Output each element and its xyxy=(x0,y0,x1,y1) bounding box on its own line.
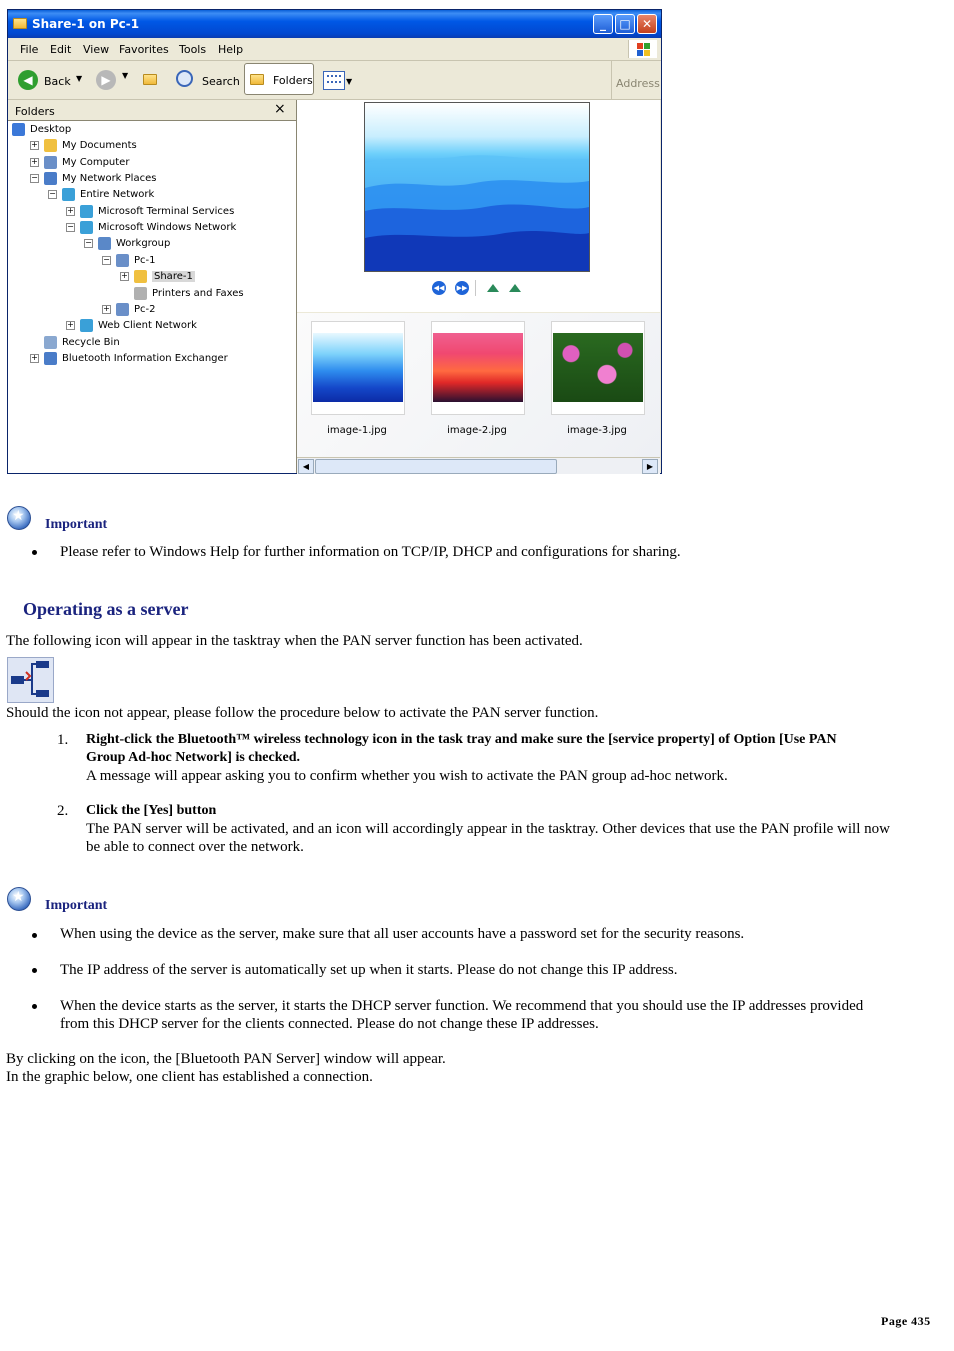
important-note-icon xyxy=(7,506,31,530)
folders-label: Folders xyxy=(273,74,313,87)
step-1-title: Right-click the Bluetooth™ wireless technology icon in the task tray and make sure the [service property] of Option [Use PAN xyxy=(86,732,837,747)
bullet-icon xyxy=(32,968,37,973)
tree-item-label: Share-1 xyxy=(154,271,193,283)
tree-item-label: Bluetooth Information Exchanger xyxy=(62,352,228,364)
important-label: Important xyxy=(45,898,108,913)
tree-item[interactable] xyxy=(8,236,296,252)
section-heading: Operating as a server xyxy=(23,599,189,619)
bullet-icon xyxy=(32,550,37,555)
bullet-icon xyxy=(32,1004,37,1009)
folder-icon xyxy=(44,139,57,152)
important-item-continued: from this DHCP server for the clients connected. Please do not change these IP addresses. xyxy=(60,1016,599,1032)
folders-pane-header xyxy=(8,100,296,121)
expand-icon[interactable]: + xyxy=(31,140,38,150)
step-2-description-continued: be able to connect over the network. xyxy=(86,839,304,855)
expand-icon[interactable]: + xyxy=(67,205,74,215)
tree-item-label: Microsoft Windows Network xyxy=(98,222,237,234)
scroll-right-icon[interactable]: ▶ xyxy=(642,459,658,474)
next-image-button[interactable]: ▶▶ xyxy=(455,281,469,295)
tree-item-label: Recycle Bin xyxy=(62,336,120,348)
tree-item-label: Printers and Faxes xyxy=(152,287,244,299)
views-button[interactable] xyxy=(323,71,345,90)
thumbnail-image-3[interactable] xyxy=(551,321,645,415)
toolbar xyxy=(8,61,661,100)
up-folder-button[interactable] xyxy=(143,74,157,85)
minimize-button[interactable]: _ xyxy=(593,14,613,34)
tree-item-label: Pc-2 xyxy=(134,303,156,315)
tree-item-label: Workgroup xyxy=(116,238,171,250)
step-number: 2. xyxy=(57,803,69,819)
tree-item-label: Microsoft Terminal Services xyxy=(98,205,235,217)
menu-tools[interactable]: Tools xyxy=(179,43,207,56)
tree-item[interactable] xyxy=(8,286,296,302)
computer-icon xyxy=(44,156,57,169)
explorer-window-screenshot xyxy=(7,9,662,474)
recycle-bin-icon xyxy=(44,336,57,349)
important-item: When the device starts as the server, it starts the DHCP server function. We recommend that you should use the IP addresses provided xyxy=(60,998,864,1014)
menu-file[interactable]: File xyxy=(20,43,39,56)
search-label: Search xyxy=(202,75,240,88)
closing-paragraph-continued: In the graphic below, one client has established a connection. xyxy=(6,1069,373,1085)
tree-item[interactable] xyxy=(8,155,296,171)
back-arrow-icon: ◀ xyxy=(18,70,38,90)
dropdown-arrow-icon[interactable]: ▼ xyxy=(122,71,129,80)
globe-icon xyxy=(80,319,93,332)
bullet-icon xyxy=(32,933,37,938)
tree-item-label: Entire Network xyxy=(80,189,155,201)
chevron-down-icon: ▼ xyxy=(76,74,83,83)
menu-view[interactable]: View xyxy=(83,43,110,56)
thumbnail-caption: image-1.jpg xyxy=(327,425,387,436)
tree-item[interactable] xyxy=(8,302,296,318)
page-number: Page 435 xyxy=(881,1314,931,1328)
tree-item[interactable] xyxy=(8,122,296,138)
views-icon xyxy=(327,75,341,79)
windows-logo-icon xyxy=(628,40,657,58)
computer-icon xyxy=(116,254,129,267)
collapse-icon[interactable]: − xyxy=(49,189,56,199)
step-1-title-continued: Group Ad-hoc Network] is checked. xyxy=(86,750,301,765)
maximize-button[interactable]: □ xyxy=(615,14,635,34)
bluetooth-icon xyxy=(44,352,57,365)
menu-favorites[interactable]: Favorites xyxy=(119,43,169,56)
tree-item-label: Web Client Network xyxy=(98,320,197,332)
address-label: Address xyxy=(616,77,660,90)
tree-item[interactable] xyxy=(8,351,296,367)
globe-icon xyxy=(80,205,93,218)
step-2-description: The PAN server will be activated, and an icon will accordingly appear in the tasktray. Other devices that use the PAN profile will now xyxy=(86,821,890,837)
thumbnail-caption: image-3.jpg xyxy=(567,425,627,436)
scroll-left-icon[interactable]: ◀ xyxy=(298,459,314,474)
globe-icon xyxy=(80,221,93,234)
important-item: The IP address of the server is automatically set up when it starts. Please do not change this IP address. xyxy=(60,962,678,978)
horizontal-scrollbar[interactable] xyxy=(297,457,660,474)
expand-icon[interactable]: + xyxy=(31,156,38,166)
close-button[interactable]: ✕ xyxy=(637,14,657,34)
tree-item-label: Desktop xyxy=(30,124,72,135)
rotate-counterclockwise-icon[interactable] xyxy=(509,284,521,292)
back-label: Back xyxy=(44,75,71,88)
tree-item[interactable] xyxy=(8,269,296,285)
folders-icon xyxy=(250,74,264,85)
title-bar xyxy=(8,10,661,38)
important-item: Please refer to Windows Help for further information on TCP/IP, DHCP and configurations for sharing. xyxy=(60,544,681,560)
expand-icon[interactable]: + xyxy=(31,352,38,362)
workgroup-icon xyxy=(98,237,111,250)
rotate-clockwise-icon[interactable] xyxy=(487,284,499,292)
instructions-paragraph: Should the icon not appear, please follow the procedure below to activate the PAN server function. xyxy=(6,705,599,721)
tree-item-label: My Documents xyxy=(62,140,137,152)
thumbnail-image-2[interactable] xyxy=(431,321,525,415)
folder-icon xyxy=(13,18,27,29)
folder-tree xyxy=(8,122,296,472)
previous-image-button[interactable]: ◀◀ xyxy=(432,281,446,295)
important-item: When using the device as the server, make sure that all user accounts have a password set for the security reasons. xyxy=(60,926,745,942)
folders-pane-title: Folders xyxy=(15,105,55,118)
step-1-description: A message will appear asking you to confirm whether you wish to activate the PAN group ad-hoc network. xyxy=(86,768,728,784)
tree-item-label: My Network Places xyxy=(62,173,157,185)
computer-icon xyxy=(116,303,129,316)
pan-server-tasktray-icon xyxy=(7,657,54,703)
thumbnail-strip xyxy=(297,313,660,457)
menu-edit[interactable]: Edit xyxy=(50,43,72,56)
printer-icon xyxy=(134,287,147,300)
forward-button[interactable]: ▶ xyxy=(96,70,116,90)
menu-help[interactable]: Help xyxy=(218,43,244,56)
tree-item[interactable] xyxy=(8,138,296,154)
views-dropdown-icon[interactable]: ▼ xyxy=(346,77,353,86)
step-number: 1. xyxy=(57,732,69,748)
tree-item-label: My Computer xyxy=(62,156,130,168)
tree-item[interactable] xyxy=(8,220,296,236)
tree-item[interactable] xyxy=(8,204,296,220)
step-2-title: Click the [Yes] button xyxy=(86,803,217,818)
important-note-icon xyxy=(7,887,31,911)
folders-pane xyxy=(8,100,297,473)
shared-folder-icon xyxy=(134,270,147,283)
globe-icon xyxy=(62,188,75,201)
tree-item[interactable] xyxy=(8,318,296,334)
folders-button[interactable] xyxy=(244,63,314,95)
important-label: Important xyxy=(45,517,108,532)
thumbnail-caption: image-2.jpg xyxy=(447,425,507,436)
tree-item-label: Pc-1 xyxy=(134,254,156,266)
tree-item[interactable] xyxy=(8,335,296,351)
intro-paragraph: The following icon will appear in the tasktray when the PAN server function has been activated. xyxy=(6,633,583,649)
tree-item[interactable] xyxy=(8,187,296,203)
collapse-icon[interactable]: − xyxy=(85,238,92,248)
closing-paragraph: By clicking on the icon, the [Bluetooth PAN Server] window will appear. xyxy=(6,1051,446,1067)
tree-item[interactable] xyxy=(8,171,296,187)
expand-icon[interactable]: + xyxy=(67,320,74,330)
network-places-icon xyxy=(44,172,57,185)
tree-item[interactable] xyxy=(8,253,296,269)
collapse-icon[interactable]: − xyxy=(31,173,38,183)
preview-image xyxy=(364,102,590,272)
menu-bar xyxy=(8,38,661,61)
expand-icon[interactable]: + xyxy=(121,271,128,281)
desktop-icon xyxy=(12,123,25,136)
collapse-icon[interactable]: − xyxy=(103,254,110,264)
preview-pane xyxy=(297,100,660,312)
close-icon[interactable]: × xyxy=(274,101,286,117)
search-icon xyxy=(176,70,193,87)
collapse-icon[interactable]: − xyxy=(67,222,74,232)
expand-icon[interactable]: + xyxy=(103,303,110,313)
scroll-thumb[interactable] xyxy=(315,459,557,474)
window-title: Share-1 on Pc-1 xyxy=(32,17,140,31)
thumbnail-image-1[interactable] xyxy=(311,321,405,415)
